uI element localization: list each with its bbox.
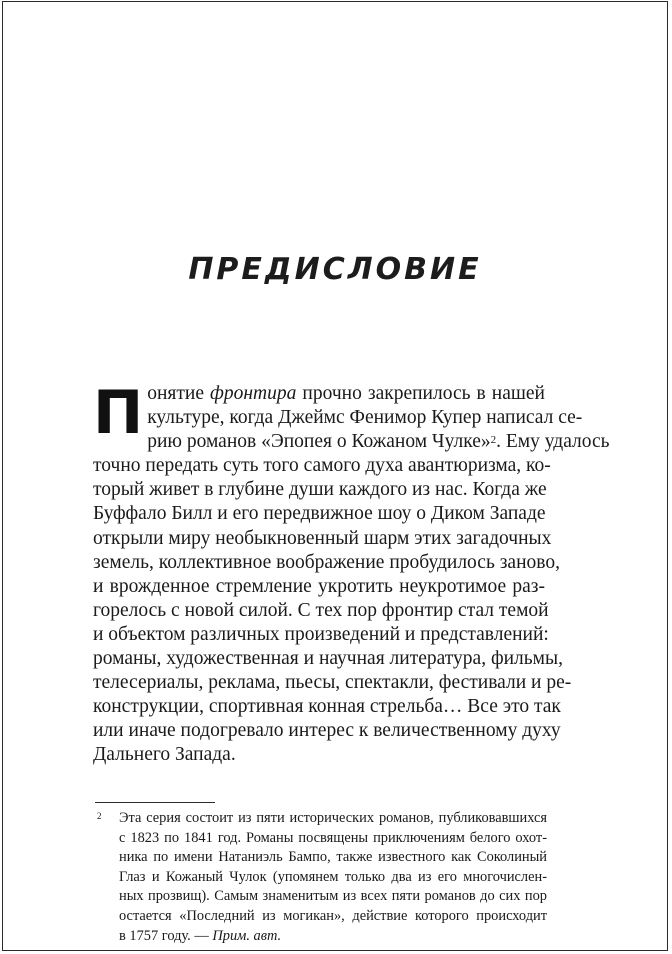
footnote-line: остается «Последний из могикан», действие которого происходит xyxy=(119,907,547,924)
paragraph-line: Буффало Билл и его передвижное шоу о Диком Западе xyxy=(93,503,546,525)
footnote-line xyxy=(119,927,547,947)
author-note: Прим. авт. xyxy=(212,927,282,944)
paragraph-line: земель, коллективное воображение пробудилось заново, xyxy=(93,551,560,573)
paragraph-line: телесериалы, реклама, пьесы, спектакли, фестивали и ре- xyxy=(93,672,572,694)
book-page xyxy=(2,1,668,951)
footnote-divider xyxy=(95,802,215,803)
footnote-line: ных прозвищ). Самым знаменитым из всех пяти романов до сих пор xyxy=(119,888,547,905)
line-text: прочно закрепилось в нашей xyxy=(296,383,545,404)
paragraph-line: конструкции, спортивная конная стрельба… Все это так xyxy=(93,696,561,718)
line-text: онятие xyxy=(147,383,211,404)
footnote-line: ника по имени Натаниэль Бампо, также известного как Соколиный xyxy=(119,849,547,866)
paragraph-line: и врожденное стремление укротить неукротимое раз- xyxy=(93,575,545,597)
paragraph-line: романы, художественная и научная литература, фильмы, xyxy=(93,648,563,670)
paragraph-line: и объектом различных произведений и представлений: xyxy=(93,623,549,645)
italic-term: фронтира xyxy=(210,383,297,404)
paragraph-line: Дальнего Запада. xyxy=(93,744,236,766)
footnote-marker: 2 xyxy=(97,811,102,821)
footnote-reference[interactable]: 2 xyxy=(490,434,497,447)
main-paragraph xyxy=(93,378,610,768)
paragraph-line xyxy=(93,382,545,406)
chapter-heading: ПРЕДИСЛОВИЕ xyxy=(188,252,482,287)
paragraph-line: торый живет в глубине души каждого из нас. Когда же xyxy=(93,479,547,501)
paragraph-line: культуре, когда Джеймс Фенимор Купер написал се- xyxy=(147,407,583,429)
paragraph-line: горелось с новой силой. С тех пор фронтир стал темой xyxy=(93,599,549,621)
drop-cap: П xyxy=(93,378,144,448)
line-text: рию романов «Эпопея о Кожаном Чулке» xyxy=(147,431,491,453)
paragraph-line: открыли миру необыкновенный шарм этих загадочных xyxy=(93,527,552,549)
footnote xyxy=(95,809,547,946)
footnote-line: с 1823 по 1841 год. Романы посвящены приключениям белого охот- xyxy=(119,829,547,846)
paragraph-line: или иначе подогревало интерес к величественному духу xyxy=(93,720,561,742)
paragraph-line: точно передать суть того самого духа авантюризма, ко- xyxy=(93,455,551,477)
paragraph-line xyxy=(93,430,610,454)
footnote-text: в 1757 году. — xyxy=(119,927,213,944)
line-text: . Ему удалось xyxy=(496,431,610,453)
footnote-line: Эта серия состоит из пяти исторических романов, публиковавшихся xyxy=(119,810,547,826)
footnote-line: Глаз и Кожаный Чулок (упомянем только два из его многочислен- xyxy=(119,868,547,885)
